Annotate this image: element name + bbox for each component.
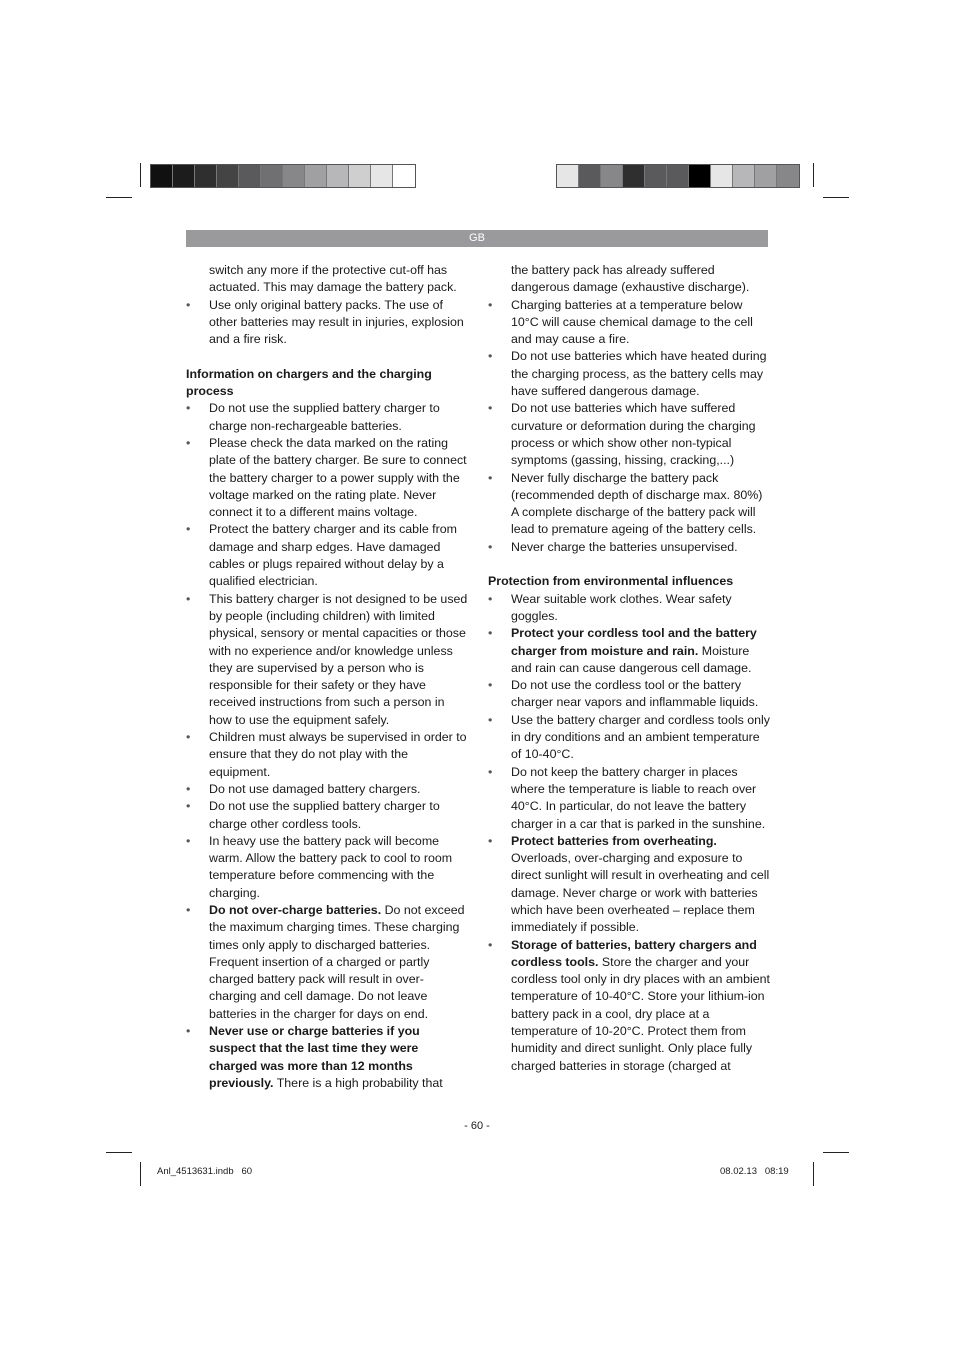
- list-item: • Do not use the cordless tool or the battery charger near vapors and inflammable liquids.: [488, 677, 770, 712]
- color-swatch: [733, 165, 755, 187]
- crop-mark: [140, 163, 141, 187]
- crop-mark: [823, 197, 849, 198]
- section-heading: Protection from environmental influences: [488, 574, 734, 589]
- color-swatch: [371, 165, 393, 187]
- list-item: • Wear suitable work clothes. Wear safety goggles.: [488, 591, 770, 626]
- list-item: • Do not keep the battery charger in places where the temperature is liable to reach over 40°C. In particular, do not leave the battery charger in a car that is parked in the sunshine.: [488, 764, 770, 833]
- list-item: • Protect the battery charger and its cable from damage and sharp edges. Have damaged cables or plugs repaired without delay by a qualified electrician.: [186, 521, 468, 590]
- list-item: [488, 937, 770, 1075]
- list-item: • Do not use batteries which have suffered curvature or deformation during the charging process or which show other non-typical symptoms (gassing, hissing, cracking,...): [488, 400, 770, 469]
- list-item: [488, 625, 770, 677]
- crop-mark: [813, 163, 814, 187]
- right-column: [488, 262, 770, 1075]
- color-swatch: [601, 165, 623, 187]
- list-item: [186, 902, 468, 1023]
- bold-lead: Protect your cordless tool and the battery charger from moisture and rain.: [511, 626, 757, 658]
- language-tab: GB: [186, 230, 768, 247]
- list-item: • This battery charger is not designed to be used by people (including children) with limited physical, sensory or mental capacities or those with no experience and/or knowledge unless they are supervised by a person who is responsible for their safety or they have received instructions from such a person in how to use the equipment safely.: [186, 591, 468, 729]
- list-item: • Never fully discharge the battery pack (recommended depth of discharge max. 80%): [488, 470, 770, 505]
- color-swatch: [393, 165, 415, 187]
- continuation-text: switch any more if the protective cut-off has actuated. This may damage the battery pack.: [209, 263, 457, 295]
- file-name: Anl_4513631.indb 60: [157, 1166, 253, 1177]
- bold-lead: Protect batteries from overheating.: [511, 833, 717, 848]
- color-swatch: [755, 165, 777, 187]
- color-swatch: [239, 165, 261, 187]
- color-swatch: [195, 165, 217, 187]
- list-item: • Use only original battery packs. The use of other batteries may result in injuries, explosion and a fire risk.: [186, 297, 468, 349]
- crop-mark: [813, 1162, 814, 1186]
- bold-lead: Never use or charge batteries if you suspect that the last time they were charged was more than 12 months previously.: [209, 1024, 420, 1090]
- list-item: [186, 1023, 468, 1092]
- list-item-text: There is a high probability that: [276, 1075, 443, 1090]
- color-swatch: [711, 165, 733, 187]
- color-calibration-bar-left: [150, 164, 416, 188]
- section-heading: Information on chargers and the charging process: [186, 366, 432, 399]
- color-swatch: [283, 165, 305, 187]
- list-item-text: Store the charger and your cordless tool only in dry places with an ambient temperature of 10-40°C. Store your lithium-ion battery pack in a cool, dry place at a temperature of 10-20°C. Protect them from humidity and direct sunlight. Only place fully charged batteries in storage (charged at: [511, 954, 770, 1073]
- crop-mark: [140, 1162, 141, 1186]
- list-item: • Do not use batteries which have heated during the charging process, as the battery cells may have suffered dangerous damage.: [488, 348, 770, 400]
- crop-mark: [106, 1152, 132, 1153]
- list-item: [488, 833, 770, 937]
- crop-mark: [823, 1152, 849, 1153]
- list-item: • Children must always be supervised in order to ensure that they do not play with the equipment.: [186, 729, 468, 781]
- list-item: • Do not use the supplied battery charger to charge non-rechargeable batteries.: [186, 400, 468, 435]
- color-swatch: [623, 165, 645, 187]
- crop-mark: [106, 197, 132, 198]
- page-number: - 60 -: [464, 1120, 490, 1132]
- list-item: • Do not use damaged battery chargers.: [186, 781, 468, 798]
- color-swatch: [777, 165, 799, 187]
- bold-lead: Do not over-charge batteries.: [209, 902, 382, 917]
- color-swatch: [579, 165, 601, 187]
- color-swatch: [557, 165, 579, 187]
- color-swatch: [645, 165, 667, 187]
- list-item: • Charging batteries at a temperature below 10°C will cause chemical damage to the cell and may cause a fire.: [488, 297, 770, 349]
- list-item-text: Moisture and rain can cause dangerous cell damage.: [511, 643, 752, 675]
- color-calibration-bar-right: [556, 164, 800, 188]
- list-item: • In heavy use the battery pack will become warm. Allow the battery pack to cool to room temperature before commencing with the charging.: [186, 833, 468, 902]
- color-swatch: [151, 165, 173, 187]
- list-item: • Do not use the supplied battery charger to charge other cordless tools.: [186, 798, 468, 833]
- note-text: A complete discharge of the battery pack will lead to premature ageing of the battery cells.: [511, 505, 757, 537]
- bold-lead: Storage of batteries, battery chargers and cordless tools.: [511, 937, 757, 969]
- list-item: • Never charge the batteries unsupervised.: [488, 539, 770, 556]
- list-item: • Please check the data marked on the rating plate of the battery charger. Be sure to connect the battery charger to a power supply with the voltage marked on the rating plate. Never connect it to a different mains voltage.: [186, 435, 468, 521]
- continuation-text: the battery pack has already suffered dangerous damage (exhaustive discharge).: [511, 263, 750, 295]
- list-item: • Use the battery charger and cordless tools only in dry conditions and an ambient temperature of 10-40°C.: [488, 712, 770, 764]
- list-item-text: Do not exceed the maximum charging times. These charging times only apply to discharged batteries. Frequent insertion of a charged or partly charged battery pack will result in over-charging and cell damage. Do not leave batteries in the charger for days on end.: [209, 902, 465, 1021]
- color-swatch: [217, 165, 239, 187]
- color-swatch: [173, 165, 195, 187]
- color-swatch: [667, 165, 689, 187]
- color-swatch: [689, 165, 711, 187]
- date-time: 08.02.13 08:19: [720, 1166, 789, 1177]
- color-swatch: [305, 165, 327, 187]
- color-swatch: [327, 165, 349, 187]
- left-column: [186, 262, 468, 1092]
- color-swatch: [261, 165, 283, 187]
- list-item-text: Overloads, over-charging and exposure to direct sunlight will result in overheating and cell damage. Never charge or work with batteries which have been overheated – replace them immediately if possible.: [511, 851, 770, 935]
- color-swatch: [349, 165, 371, 187]
